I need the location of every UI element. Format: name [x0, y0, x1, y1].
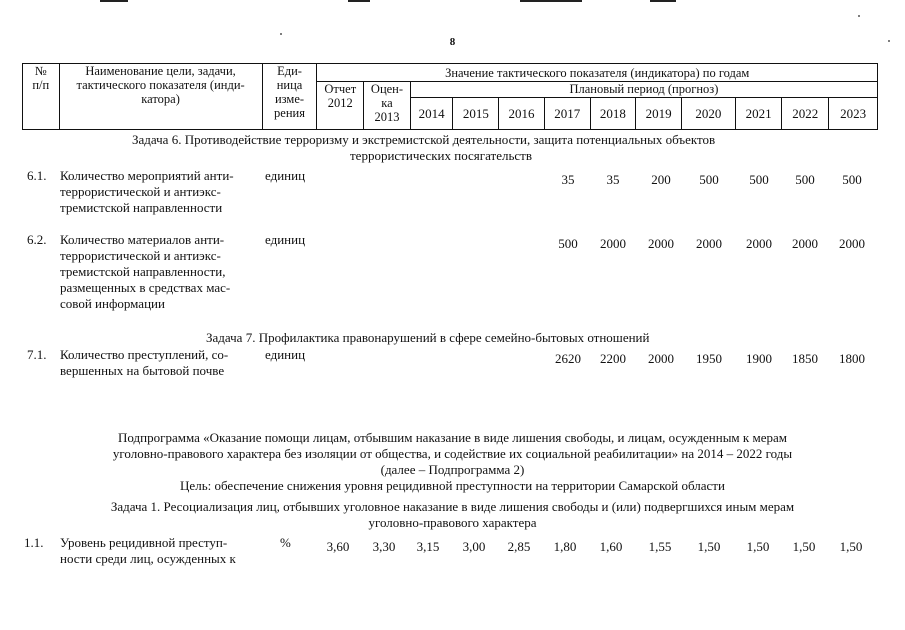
- indicator-name: Количество преступлений, со- вершенных на бытовой почве: [60, 347, 229, 378]
- scan-artifact: [520, 0, 582, 2]
- header-year: 2015: [453, 98, 499, 130]
- header-col-estimate: Оцен- ка 2013: [364, 82, 411, 130]
- header-year: 2018: [590, 98, 636, 130]
- indicator-value: 3,00: [462, 539, 486, 554]
- indicator-value: 1,55: [648, 539, 672, 554]
- indicator-value: 500: [558, 236, 578, 251]
- indicator-name: Количество материалов анти- террористической и антиэкс- тремистской направленности, размещенных в средствах мас- совой информации: [60, 232, 231, 311]
- header-year: 2022: [782, 98, 829, 130]
- indicator-value: 1,60: [599, 539, 623, 554]
- header-col-report: Отчет 2012: [317, 82, 364, 130]
- scan-artifact: [650, 0, 676, 2]
- header-year: 2016: [499, 98, 545, 130]
- scan-speck: [280, 33, 282, 35]
- scan-artifact: [348, 0, 370, 2]
- indicator-value: 1,80: [553, 539, 577, 554]
- indicator-value: 1900: [746, 351, 772, 366]
- subprogram-title-cont: уголовно-правового характера без изоляции от общества, и содействие их социальной реабилитации» на 2014 – 2022 годы: [112, 446, 793, 461]
- indicator-value: 1,50: [839, 539, 863, 554]
- header-year: 2021: [735, 98, 782, 130]
- indicator-value: 2,85: [507, 539, 531, 554]
- header-year: 2014: [410, 98, 453, 130]
- indicator-unit: %: [280, 535, 291, 550]
- indicator-value: 1,50: [792, 539, 816, 554]
- indicator-value: 1800: [839, 351, 865, 366]
- indicator-name: Количество мероприятий анти- террористической и антиэкс- тремистской направленности: [60, 168, 234, 215]
- indicator-value: 1950: [696, 351, 722, 366]
- indicator-value: 35: [561, 172, 575, 187]
- indicator-value: 2000: [600, 236, 626, 251]
- indicator-value: 500: [842, 172, 862, 187]
- indicator-value: 3,15: [416, 539, 440, 554]
- task1-heading-cont: уголовно-правового характера: [368, 515, 537, 530]
- indicator-value: 500: [795, 172, 815, 187]
- scan-artifact: [100, 0, 128, 2]
- header-year: 2017: [544, 98, 590, 130]
- task7-heading: Задача 7. Профилактика правонарушений в сфере семейно-бытовых отношений: [206, 330, 650, 345]
- indicator-value: 2000: [648, 351, 674, 366]
- row-number: 6.1.: [27, 168, 47, 183]
- page-number: 8: [449, 36, 456, 48]
- header-group-title: Значение тактического показателя (индикатора) по годам: [317, 64, 878, 82]
- task6-heading-cont: террористических посягательств: [350, 148, 532, 163]
- indicator-value: 1,50: [697, 539, 721, 554]
- indicator-value: 2000: [746, 236, 772, 251]
- task6-heading: Задача 6. Противодействие терроризму и экстремистской деятельности, защита потенциальных объектов: [132, 132, 716, 147]
- subprogram-abbrev: (далее – Подпрограмма 2): [380, 462, 525, 477]
- indicator-value: 1,50: [746, 539, 770, 554]
- indicator-value: 2200: [600, 351, 626, 366]
- indicator-value: 3,30: [372, 539, 396, 554]
- scan-speck: [858, 15, 860, 17]
- row-number: 7.1.: [27, 347, 47, 362]
- header-year: 2023: [829, 98, 878, 130]
- header-col-number: № п/п: [23, 64, 60, 130]
- subprogram-title: Подпрограмма «Оказание помощи лицам, отбывшим наказание в виде лишения свободы, и лицам, осужденным к мерам: [118, 430, 787, 445]
- header-plan-period: Плановый период (прогноз): [410, 82, 877, 98]
- indicator-value: 1850: [792, 351, 818, 366]
- indicator-unit: единиц: [265, 168, 306, 183]
- indicator-value: 2000: [839, 236, 865, 251]
- indicator-unit: единиц: [265, 232, 306, 247]
- indicator-value: 3,60: [326, 539, 350, 554]
- indicator-value: 35: [606, 172, 620, 187]
- header-col-name: Наименование цели, задачи, тактического показателя (инди- катора): [59, 64, 262, 130]
- indicator-table-header: [22, 63, 878, 130]
- indicator-value: 2000: [696, 236, 722, 251]
- indicator-unit: единиц: [265, 347, 306, 362]
- indicator-value: 2620: [555, 351, 581, 366]
- header-year: 2020: [681, 98, 735, 130]
- indicator-value: 200: [651, 172, 671, 187]
- row-number: 1.1.: [24, 535, 44, 550]
- indicator-value: 500: [749, 172, 769, 187]
- indicator-value: 2000: [792, 236, 818, 251]
- indicator-value: 2000: [648, 236, 674, 251]
- header-year: 2019: [636, 98, 682, 130]
- subprogram-goal: Цель: обеспечение снижения уровня рецидивной преступности на территории Самарской области: [180, 478, 725, 493]
- header-col-unit: Еди- ница изме- рения: [262, 64, 317, 130]
- task1-heading: Задача 1. Ресоциализация лиц, отбывших уголовное наказание в виде лишения свободы и (или) подвергшихся иным мерам: [110, 499, 795, 514]
- indicator-name: Уровень рецидивной преступ- ности среди лиц, осужденных к: [60, 535, 236, 566]
- row-number: 6.2.: [27, 232, 47, 247]
- indicator-value: 500: [699, 172, 719, 187]
